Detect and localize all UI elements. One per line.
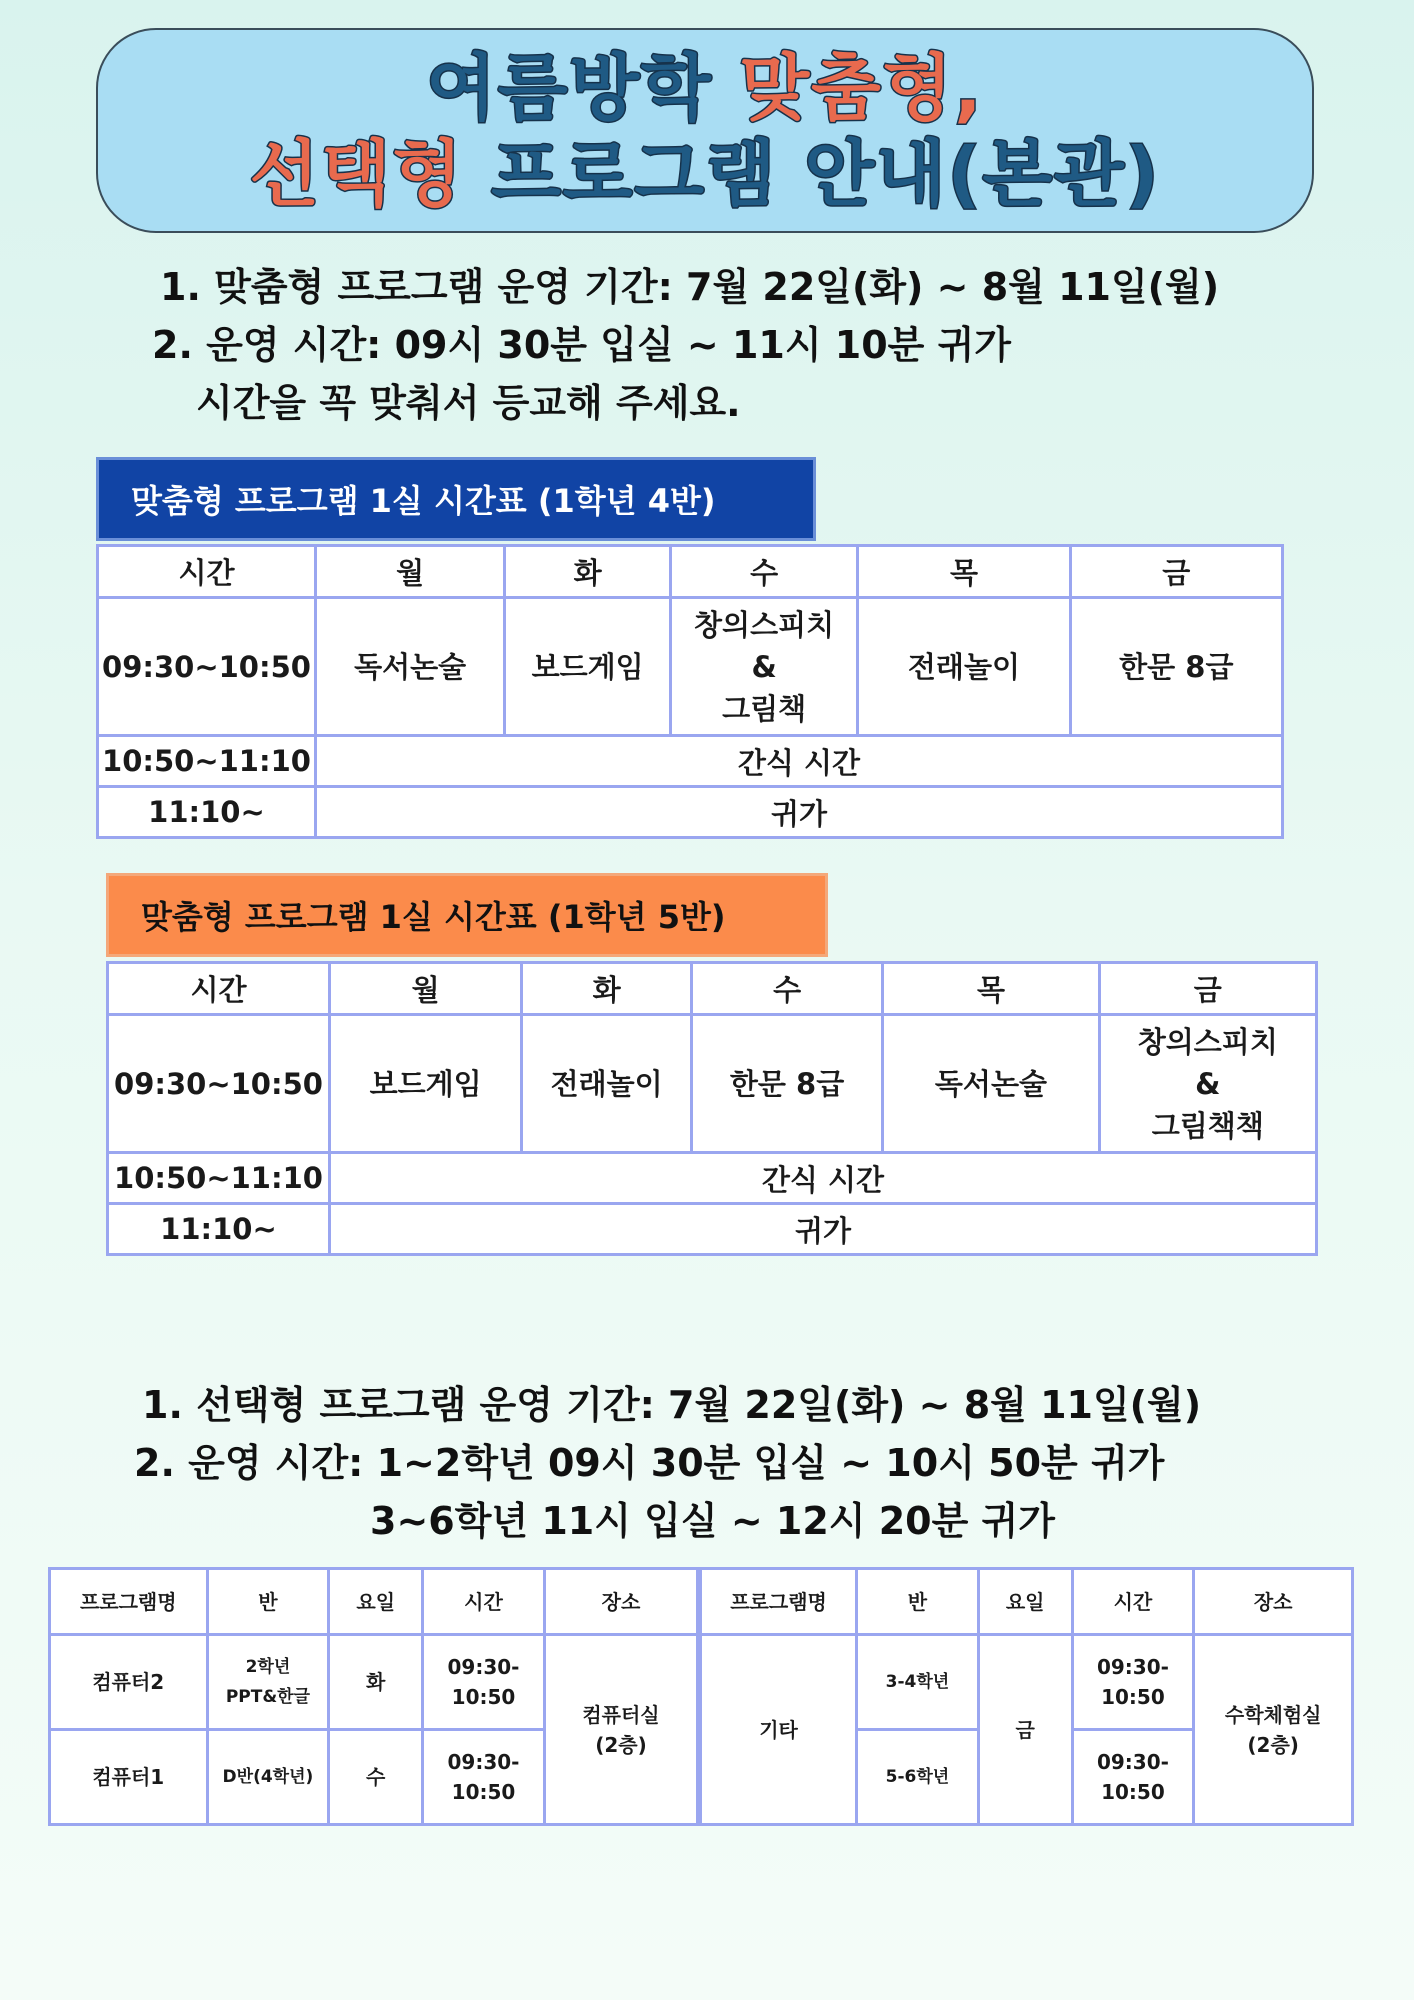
header-cell: 시간 xyxy=(108,963,330,1015)
day-cell: 화 xyxy=(329,1635,423,1730)
class-cell: 2학년 PPT&한글 xyxy=(207,1635,329,1730)
table-row xyxy=(98,787,1283,838)
custom-period: 1. 맞춤형 프로그램 운영 기간: 7월 22일(화) ~ 8월 11일(월) xyxy=(160,265,1220,309)
custom-note: 시간을 꼭 맞춰서 등교해 주세요. xyxy=(196,381,741,425)
time-cell: 09:30~10:50 xyxy=(108,1015,330,1153)
program-cell: 보드게임 xyxy=(505,598,671,736)
title-select: 선택형 xyxy=(249,131,492,216)
header-cell: 월 xyxy=(315,546,504,598)
select-program-table xyxy=(48,1567,1354,1826)
class-cell: 3-4학년 xyxy=(857,1635,979,1730)
place-cell: 수학체험실 (2층) xyxy=(1194,1635,1353,1825)
title-program-guide: 프로그램 안내(본관) xyxy=(491,131,1161,216)
select-info xyxy=(134,1376,1202,1550)
header-cell: 반 xyxy=(207,1569,329,1635)
header-cell: 월 xyxy=(329,963,521,1015)
header-cell: 화 xyxy=(522,963,692,1015)
snack-cell: 간식 시간 xyxy=(315,736,1282,787)
schedule2-table xyxy=(106,961,1318,1256)
time-cell: 11:10~ xyxy=(98,787,316,838)
table-row xyxy=(50,1635,1353,1730)
table-row xyxy=(98,736,1283,787)
custom-hours: 2. 운영 시간: 09시 30분 입실 ~ 11시 10분 귀가 xyxy=(152,323,1011,367)
header-cell: 장소 xyxy=(1194,1569,1353,1635)
class-cell: D반(4학년) xyxy=(207,1730,329,1825)
table-row xyxy=(108,1204,1317,1255)
table-row xyxy=(98,598,1283,736)
schedule1-table xyxy=(96,544,1284,839)
day-cell: 금 xyxy=(978,1635,1072,1825)
header-cell: 시간 xyxy=(1072,1569,1194,1635)
program-cell: 컴퓨터2 xyxy=(50,1635,208,1730)
header-cell: 금 xyxy=(1070,546,1282,598)
program-cell: 창의스피치 & 그림책 xyxy=(670,598,857,736)
header-cell: 금 xyxy=(1099,963,1316,1015)
header-cell: 목 xyxy=(883,963,1099,1015)
program-cell: 한문 8급 xyxy=(1070,598,1282,736)
time-cell: 09:30- 10:50 xyxy=(1072,1730,1194,1825)
home-cell: 귀가 xyxy=(315,787,1282,838)
select-hours-1: 2. 운영 시간: 1~2학년 09시 30분 입실 ~ 10시 50분 귀가 xyxy=(134,1441,1165,1485)
header-cell: 프로그램명 xyxy=(699,1569,857,1635)
schedule1-title: 맞춤형 프로그램 1실 시간표 (1학년 4반) xyxy=(96,457,816,541)
program-cell: 보드게임 xyxy=(329,1015,521,1153)
header-cell: 프로그램명 xyxy=(50,1569,208,1635)
title-summer: 여름방학 xyxy=(426,45,740,130)
header-cell: 요일 xyxy=(329,1569,423,1635)
class-cell: 5-6학년 xyxy=(857,1730,979,1825)
header-cell: 수 xyxy=(691,963,882,1015)
time-cell: 09:30- 10:50 xyxy=(1072,1635,1194,1730)
title-banner xyxy=(96,28,1314,233)
table-header-row xyxy=(108,963,1317,1015)
header-cell: 장소 xyxy=(544,1569,699,1635)
time-cell: 10:50~11:10 xyxy=(98,736,316,787)
time-cell: 09:30~10:50 xyxy=(98,598,316,736)
place-cell: 컴퓨터실 (2층) xyxy=(544,1635,699,1825)
header-cell: 화 xyxy=(505,546,671,598)
program-cell: 기타 xyxy=(699,1635,857,1825)
program-cell: 전래놀이 xyxy=(858,598,1070,736)
day-cell: 수 xyxy=(329,1730,423,1825)
header-cell: 요일 xyxy=(978,1569,1072,1635)
header-cell: 시간 xyxy=(423,1569,545,1635)
table-row xyxy=(108,1015,1317,1153)
table-header-row xyxy=(98,546,1283,598)
select-period: 1. 선택형 프로그램 운영 기간: 7월 22일(화) ~ 8월 11일(월) xyxy=(142,1383,1202,1427)
home-cell: 귀가 xyxy=(329,1204,1316,1255)
time-cell: 09:30- 10:50 xyxy=(423,1730,545,1825)
title-line-2 xyxy=(249,131,1160,217)
header-cell: 반 xyxy=(857,1569,979,1635)
custom-info xyxy=(152,258,1220,432)
program-cell: 독서논술 xyxy=(315,598,504,736)
time-cell: 10:50~11:10 xyxy=(108,1153,330,1204)
snack-cell: 간식 시간 xyxy=(329,1153,1316,1204)
schedule2-title: 맞춤형 프로그램 1실 시간표 (1학년 5반) xyxy=(106,873,828,957)
title-custom: 맞춤형, xyxy=(739,45,984,130)
table-header-row xyxy=(50,1569,1353,1635)
program-cell: 한문 8급 xyxy=(691,1015,882,1153)
program-cell: 컴퓨터1 xyxy=(50,1730,208,1825)
program-cell: 창의스피치 & 그림책책 xyxy=(1099,1015,1316,1153)
header-cell: 수 xyxy=(670,546,857,598)
table-row xyxy=(108,1153,1317,1204)
title-line-1 xyxy=(426,45,983,131)
time-cell: 11:10~ xyxy=(108,1204,330,1255)
select-hours-2: 3~6학년 11시 입실 ~ 12시 20분 귀가 xyxy=(370,1499,1055,1543)
header-cell: 목 xyxy=(858,546,1070,598)
header-cell: 시간 xyxy=(98,546,316,598)
program-cell: 독서논술 xyxy=(883,1015,1099,1153)
time-cell: 09:30- 10:50 xyxy=(423,1635,545,1730)
program-cell: 전래놀이 xyxy=(522,1015,692,1153)
